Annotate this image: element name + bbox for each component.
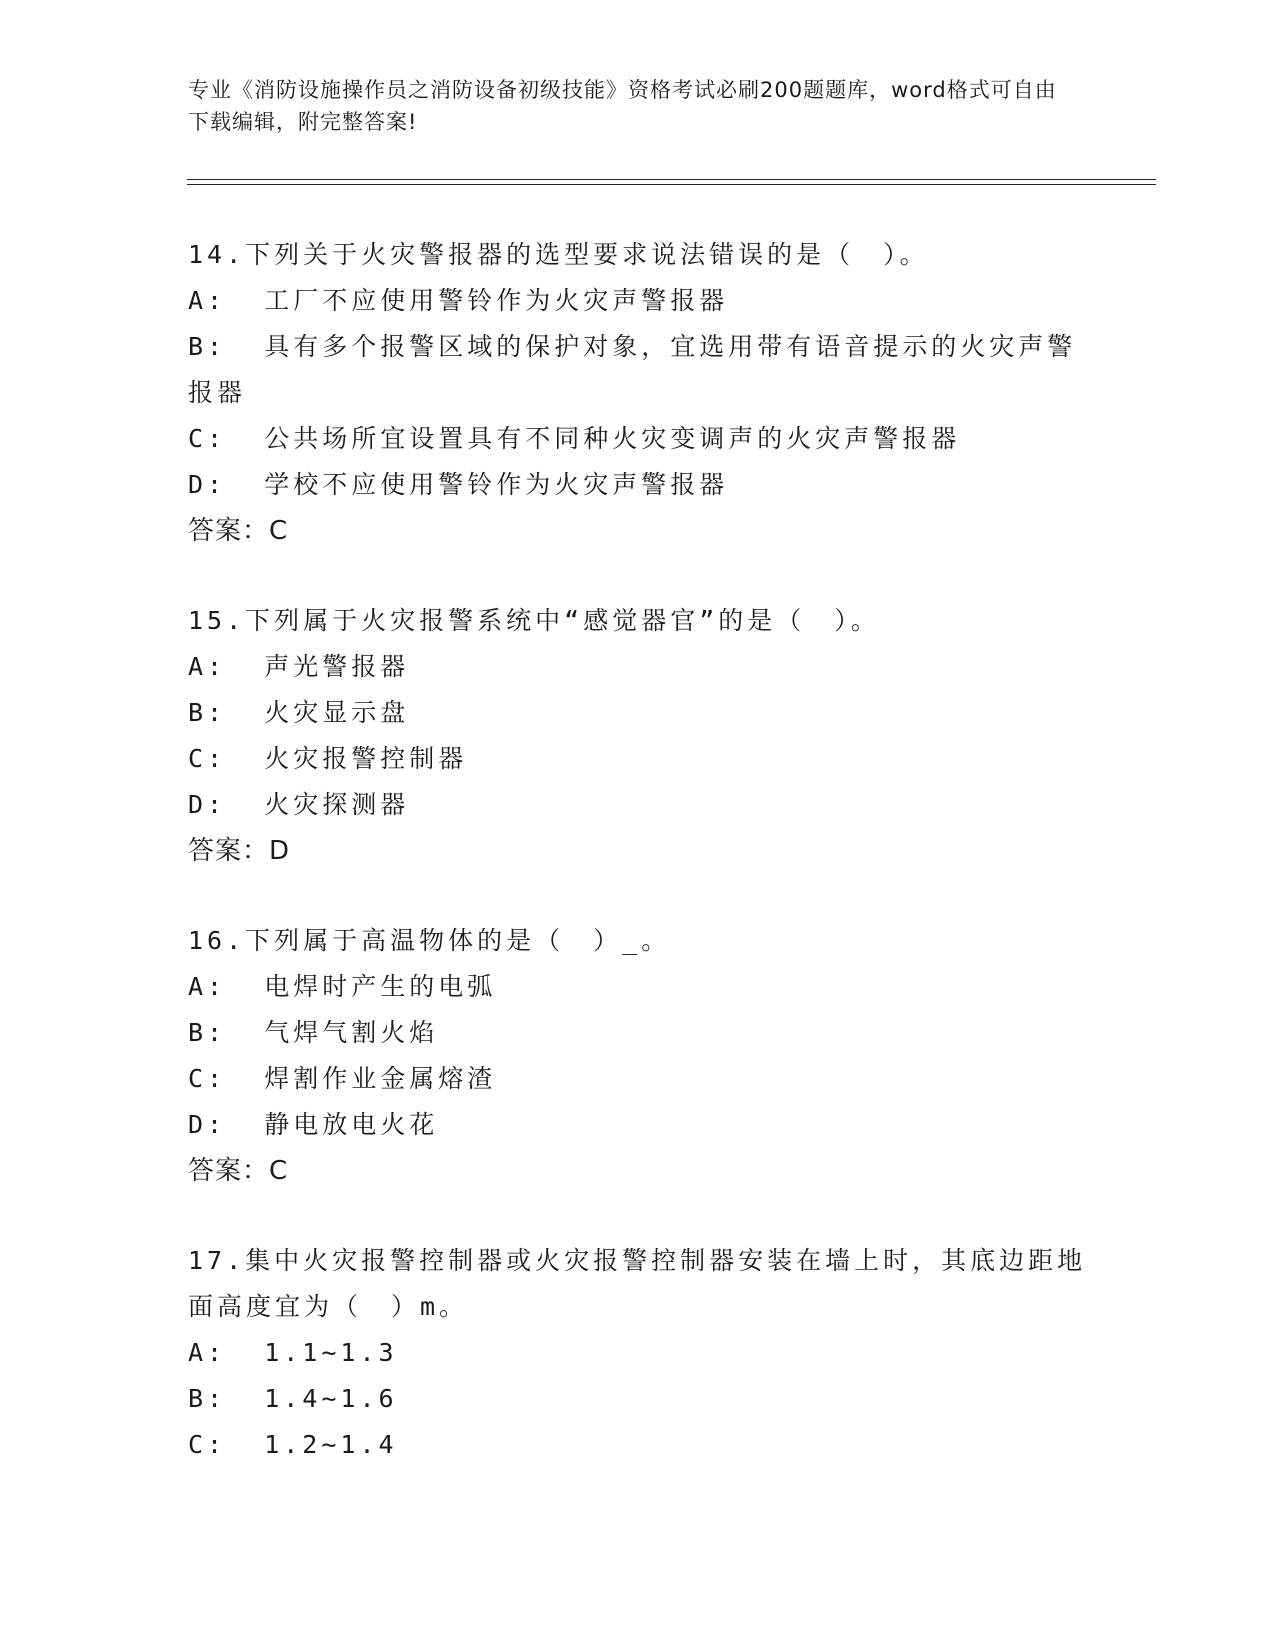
- option-a: A: 电焊时产生的电弧: [188, 972, 497, 1001]
- header-divider-top: [187, 179, 1156, 180]
- header-divider-bottom: [187, 184, 1156, 185]
- question-15: [188, 598, 1088, 874]
- option-b: B: 具有多个报警区域的保护对象，宜选用带有语音提示的火灾声警报器: [188, 332, 1077, 407]
- option-c: C: 1.2~1.4: [188, 1430, 398, 1459]
- question-stem: 14.下列关于火灾警报器的选型要求说法错误的是（ ）。: [188, 240, 929, 269]
- question-stem: 15.下列属于火灾报警系统中“感觉器官”的是（ ）。: [188, 606, 880, 635]
- question-17: [188, 1238, 1088, 1468]
- option-b: B: 火灾显示盘: [188, 698, 410, 727]
- question-14: [188, 232, 1088, 554]
- document-header: 专业《消防设施操作员之消防设备初级技能》资格考试必刷200题题库，word格式可自由下载编辑，附完整答案!: [188, 78, 1057, 134]
- option-b: B: 气焊气割火焰: [188, 1018, 439, 1047]
- option-d: D: 学校不应使用警铃作为火灾声警报器: [188, 470, 729, 499]
- question-stem: 17.集中火灾报警控制器或火灾报警控制器安装在墙上时，其底边距地面高度宜为（ ）m。: [188, 1246, 1087, 1321]
- question-16: [188, 918, 1088, 1194]
- option-d: D: 静电放电火花: [188, 1110, 439, 1139]
- option-c: C: 火灾报警控制器: [188, 744, 468, 773]
- question-stem: 16.下列属于高温物体的是（ ）_。: [188, 926, 671, 955]
- option-c: C: 公共场所宜设置具有不同种火灾变调声的火灾声警报器: [188, 424, 961, 453]
- question-list: [188, 232, 1088, 1512]
- option-a: A: 工厂不应使用警铃作为火灾声警报器: [188, 286, 729, 315]
- option-c: C: 焊割作业金属熔渣: [188, 1064, 497, 1093]
- option-a: A: 1.1~1.3: [188, 1338, 398, 1367]
- answer-line: 答案：D: [188, 836, 291, 866]
- answer-line: 答案：C: [188, 1156, 289, 1186]
- answer-line: 答案：C: [188, 516, 289, 546]
- option-b: B: 1.4~1.6: [188, 1384, 398, 1413]
- option-d: D: 火灾探测器: [188, 790, 410, 819]
- option-a: A: 声光警报器: [188, 652, 410, 681]
